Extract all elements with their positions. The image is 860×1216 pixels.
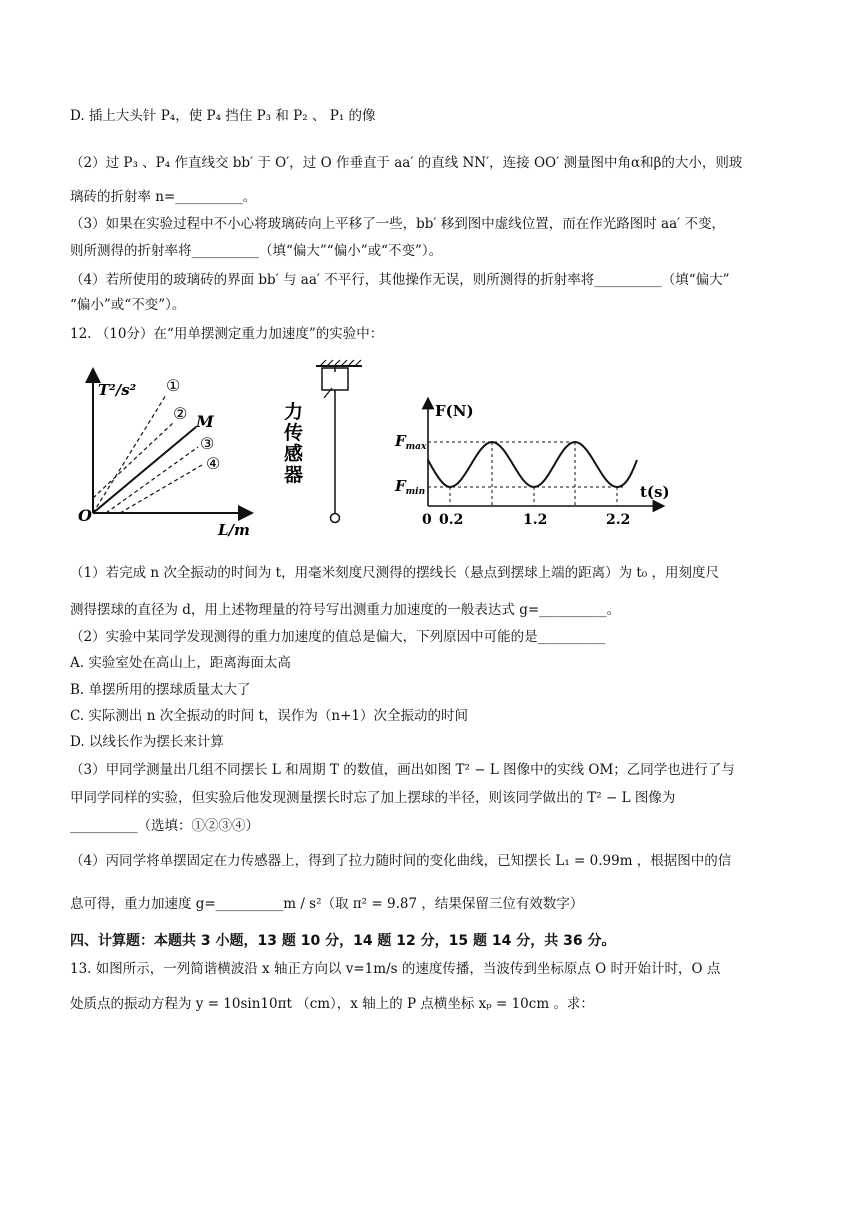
line-13: B. 单摆所用的摆球质量太大了 [70,682,251,698]
force-curve [428,442,637,487]
y-axis-label: T²/s² [98,381,137,399]
sensor-label-char-2: 传 [284,422,304,444]
line-17: 甲同学同样的实验，但实验后他发现测量摆长时忘了加上摆球的半径，则该同学做出的 T² − L 图像为 [70,790,676,806]
line-om [93,427,196,513]
line-5: 则所测得的折射率将__________（填“偏大”“偏小”或“不变”）。 [70,243,443,259]
line-3: 璃砖的折射率 n=__________。 [70,189,257,205]
line-14: C. 实际测出 n 次全振动的时间 t，误作为（n+1）次全振动的时间 [70,708,469,724]
label-m: M [196,412,214,431]
fmin-label: $F_{min}$ [395,477,426,497]
force-time-graph [395,398,670,533]
line-11: （2）实验中某同学发现测得的重力加速度的值总是偏大，下列原因中可能的是__________ [70,629,606,645]
line-12: A. 实验室处在高山上，距离海面太高 [70,655,291,671]
line-20: 息可得，重力加速度 g=__________m / s²（取 π² = 9.87 ，结果保留三位有效数字） [70,896,584,912]
line-10: 测得摆球的直径为 d，用上述物理量的符号写出测重力加速度的一般表达式 g=__________。 [70,602,621,618]
fmax-label: $F_{max}$ [395,432,427,452]
line-2: （2）过 P₃ 、P₄ 作直线交 bb′ 于 O′，过 O 作垂直于 aa′ 的直线 NN′，连接 OO′ 测量图中角α和β的大小，则玻 [70,155,743,171]
label-c4: ④ [206,454,221,473]
tick-0: 0 [422,512,432,528]
line-19: （4）丙同学将单摆固定在力传感器上，得到了拉力随时间的变化曲线，已知摆长 L₁ = 0.99m ，根据图中的信 [70,853,732,869]
label-c1: ① [166,376,181,395]
pendulum-bob [331,514,340,523]
line-4: （3）如果在实验过程中不小心将玻璃砖向上平移了一些，bb′ 移到图中虚线位置，而在作光路图时 aa′ 不变， [70,216,725,232]
f-axis-label: F(N) [435,402,474,420]
label-c3: ③ [200,434,215,453]
line-15: D. 以线长作为摆长来计算 [70,734,224,750]
line-16: （3）甲同学测量出几组不同摆长 L 和周期 T 的数值，画出如图 T² − L 图像中的实线 OM；乙同学也进行了与 [70,762,735,778]
sensor-label-char-1: 力 [284,401,304,423]
label-c2: ② [173,404,188,423]
sensor-label-char-3: 感 [284,443,304,465]
line-8: 12. （10分）在“用单摆测定重力加速度”的实验中： [70,326,384,342]
x-axis-label: L/m [218,521,250,539]
line-9: （1）若完成 n 次全振动的时间为 t，用毫米刻度尺测得的摆线长（悬点到摆球上端的距离）为 t₀ ，用刻度尺 [70,565,720,581]
line-18: __________（选填：①②③④） [70,818,259,834]
line-4-dashed [120,465,202,513]
line-22: 13. 如图所示，一列简谐横波沿 x 轴正方向以 v=1m/s 的速度传播，当波传到坐标原点 O 时开始计时，O 点 [70,961,721,977]
line-6: （4）若所使用的玻璃砖的界面 bb′ 与 aa′ 不平行，其他操作无误，则所测得的折射率将__________（填“偏大” [70,272,730,288]
line-7: “偏小”或“不变”）。 [70,297,186,313]
t2-l-graph [78,365,258,540]
section-heading: 四、计算题：本题共 3 小题，13 题 10 分，14 题 12 分，15 题 14 分，共 36 分。 [70,933,616,949]
sensor-label-char-4: 器 [284,464,304,486]
tick-1.2: 1.2 [523,512,548,528]
tick-0.2: 0.2 [439,512,464,528]
force-sensor-pendulum [280,360,380,530]
line-2-dashed [93,423,173,498]
line-3-dashed [106,447,198,513]
line-1: D. 插上大头针 P₄，使 P₄ 挡住 P₃ 和 P₂ 、 P₁ 的像 [70,108,376,124]
origin-label: O [78,506,92,525]
line-23: 处质点的振动方程为 y = 10sin10πt （cm），x 轴上的 P 点横坐标 xₚ = 10cm 。求： [70,996,594,1012]
line-1-dashed [93,395,166,513]
t-axis-label: t(s) [640,483,670,501]
tick-2.2: 2.2 [606,512,631,528]
